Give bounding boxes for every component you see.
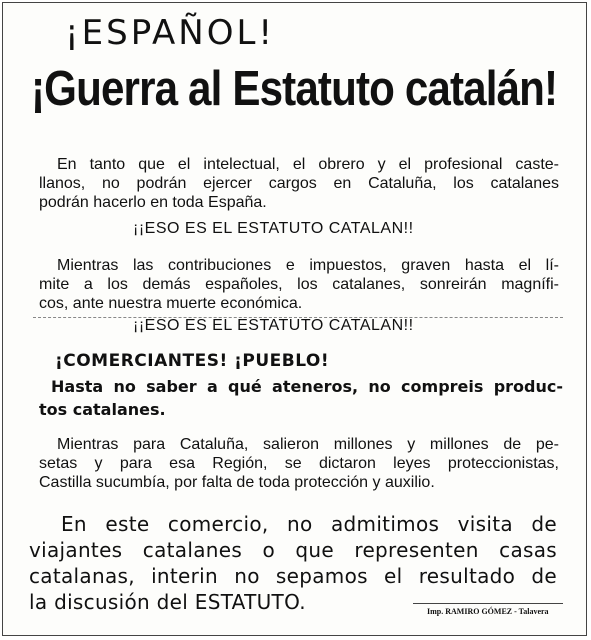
paragraph-2 — [39, 256, 559, 313]
paragraph-1-line: En tanto que el intelectual, el obrero y el profesional caste- — [57, 156, 559, 173]
call-heading: ¡COMERCIANTES! ¡PUEBLO! — [55, 351, 330, 371]
paragraph-1 — [39, 155, 559, 212]
closing-line: la discusión del ESTATUTO. — [29, 590, 306, 614]
closing-line: En este comercio, no admitimos visita de — [61, 512, 557, 536]
closing-line: catalanas, interin no sepamos el resultado de — [29, 564, 557, 588]
poster-page — [2, 2, 587, 636]
paragraph-3 — [39, 435, 559, 492]
paragraph-3-line: setas y para esa Región, se dictaron leyes proteccionistas, — [39, 455, 559, 472]
imprint-rule — [413, 603, 563, 604]
poster-header: ¡ESPAÑOL! — [65, 13, 276, 53]
call-text-line: Hasta no saber a qué ateneros, no compreis produc- — [51, 377, 563, 396]
paragraph-3-line: Mientras para Cataluña, salieron millones y millones de pe- — [57, 436, 559, 453]
paragraph-1-line: llanos, no podrán ejercer cargos en Cataluña, los catalanes — [39, 175, 559, 192]
closing-notice — [29, 511, 557, 615]
slogan-1: ¡¡ESO ES EL ESTATUTO CATALAN!! — [133, 220, 414, 237]
call-text-line: tos catalanes. — [39, 400, 166, 419]
call-text — [39, 375, 563, 421]
slogan-2: ¡¡ESO ES EL ESTATUTO CATALAN!! — [133, 317, 414, 334]
poster-title: ¡Guerra al Estatuto catalán! — [31, 62, 558, 116]
paragraph-2-line: Mientras las contribuciones e impuestos, graven hasta el lí- — [57, 257, 559, 274]
closing-line: viajantes catalanes o que representen casas — [29, 538, 557, 562]
paragraph-2-line: cos, ante nuestra muerte económica. — [39, 295, 303, 312]
paragraph-1-line: podrán hacerlo en toda España. — [39, 194, 267, 211]
printer-imprint: Imp. RAMIRO GÓMEZ - Talavera — [427, 607, 549, 616]
paragraph-2-line: mite a los demás españoles, los catalanes, sonreirán magnífi- — [39, 276, 559, 293]
paragraph-3-line: Castilla sucumbía, por falta de toda protección y auxilio. — [39, 474, 435, 491]
